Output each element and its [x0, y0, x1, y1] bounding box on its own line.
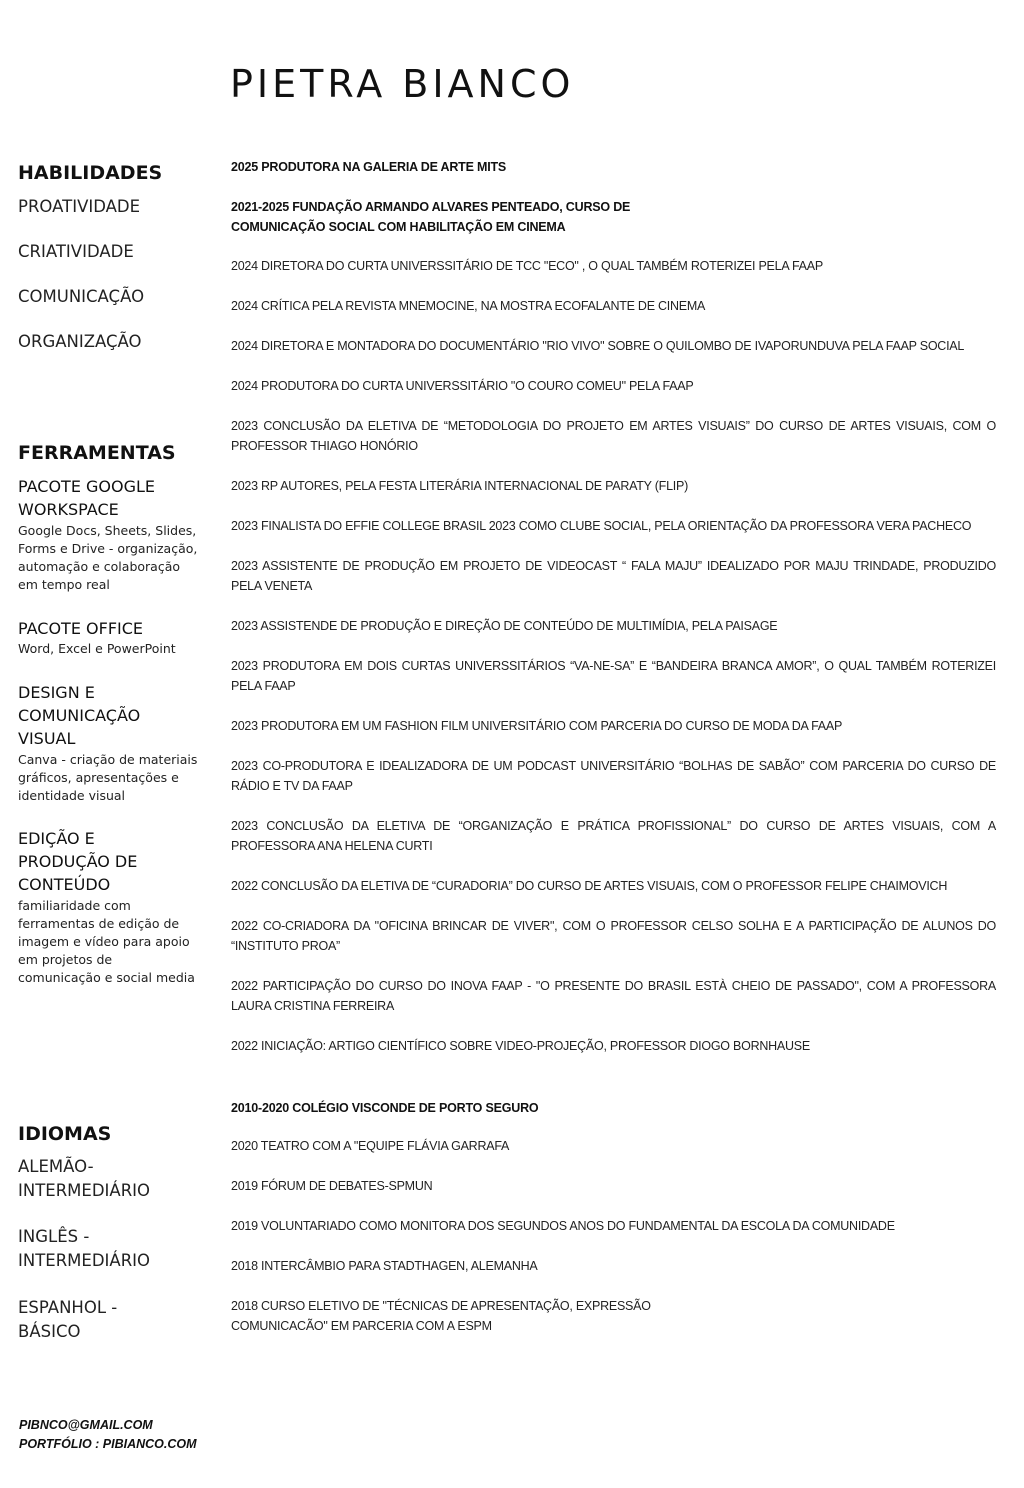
experience-item: 2023 CO-PRODUTORA E IDEALIZADORA DE UM PODCAST UNIVERSITÁRIO “BOLHAS DE SABÃO” COM PARCERIA DO CURSO DE RÁDIO E TV DA FAAP	[231, 759, 996, 793]
tool-description: Google Docs, Sheets, Slides, Forms e Drive - organização, automação e colaboração em tempo real	[18, 523, 198, 592]
languages-heading: IDIOMAS	[18, 1123, 112, 1145]
experience-heading: 2025 PRODUTORA NA GALERIA DE ARTE MITS	[231, 160, 507, 174]
tool-name: PACOTE GOOGLE WORKSPACE	[18, 477, 156, 519]
skills-heading: HABILIDADES	[18, 162, 163, 184]
experience-item: 2023 RP AUTORES, PELA FESTA LITERÁRIA INTERNACIONAL DE PARATY (FLIP)	[231, 479, 688, 493]
experience-item: 2022 INICIAÇÃO: ARTIGO CIENTÍFICO SOBRE VIDEO-PROJEÇÃO, PROFESSOR DIOGO BORNHAUSE	[231, 1039, 810, 1053]
experience-item: 2022 PARTICIPAÇÃO DO CURSO DO INOVA FAAP - "O PRESENTE DO BRASIL ESTÀ CHEIO DE PASSADO", COM A PROFESSORA LAURA CRISTINA FERREIRA	[231, 979, 996, 1013]
education-heading: 2010-2020 COLÉGIO VISCONDE DE PORTO SEGURO	[231, 1101, 539, 1115]
experience-item: 2023 CONCLUSÃO DA ELETIVA DE “METODOLOGIA DO PROJETO EM ARTES VISUAIS” DO CURSO DE ARTES VISUAIS, COM O PROFESSOR THIAGO HONÓRIO	[231, 419, 996, 453]
experience-item: 2023 CONCLUSÃO DA ELETIVA DE “ORGANIZAÇÃO E PRÁTICA PROFISSIONAL” DO CURSO DE ARTES VISUAIS, COM A PROFESSORA ANA HELENA CURTI	[231, 819, 996, 853]
experience-item: 2019 VOLUNTARIADO COMO MONITORA DOS SEGUNDOS ANOS DO FUNDAMENTAL DA ESCOLA DA COMUNIDADE	[231, 1219, 895, 1233]
experience-item: 2022 CO-CRIADORA DA "OFICINA BRINCAR DE VIVER", COM O PROFESSOR CELSO SOLHA E A PARTICIPAÇÃO DE ALUNOS DO “INSTITUTO PROA”	[231, 919, 996, 953]
contact-email: PIBNCO@GMAIL.COM	[19, 1418, 153, 1432]
skill-item: ORGANIZAÇÃO	[18, 332, 142, 351]
experience-item: 2020 TEATRO COM A "EQUIPE FLÁVIA GARRAFA	[231, 1139, 510, 1153]
experience-item: 2023 PRODUTORA EM UM FASHION FILM UNIVERSITÁRIO COM PARCERIA DO CURSO DE MODA DA FAAP	[231, 719, 843, 733]
skill-item: COMUNICAÇÃO	[18, 287, 145, 306]
tool-description: Word, Excel e PowerPoint	[18, 641, 176, 656]
experience-item: 2023 ASSISTENDE DE PRODUÇÃO E DIREÇÃO DE CONTEÚDO DE MULTIMÍDIA, PELA PAISAGE	[231, 619, 778, 633]
page-title: PIETRA BIANCO	[230, 62, 575, 106]
skill-item: PROATIVIDADE	[18, 197, 141, 216]
experience-item: 2023 FINALISTA DO EFFIE COLLEGE BRASIL 2023 COMO CLUBE SOCIAL, PELA ORIENTAÇÃO DA PROFESSORA VERA PACHECO	[231, 519, 972, 533]
tool-name: DESIGN E COMUNICAÇÃO VISUAL	[18, 683, 141, 748]
experience-item: 2023 ASSISTENTE DE PRODUÇÃO EM PROJETO DE VIDEOCAST “ FALA MAJU” IDEALIZADO POR MAJU TRINDADE, PRODUZIDO PELA VENETA	[231, 559, 996, 593]
experience-item: 2022 CONCLUSÃO DA ELETIVA DE “CURADORIA” DO CURSO DE ARTES VISUAIS, COM O PROFESSOR FELIPE CHAIMOVICH	[231, 879, 948, 893]
experience-item: 2024 DIRETORA E MONTADORA DO DOCUMENTÁRIO "RIO VIVO" SOBRE O QUILOMBO DE IVAPORUNDUVA PELA FAAP SOCIAL	[231, 339, 965, 353]
language-item: INGLÊS - INTERMEDIÁRIO	[18, 1227, 151, 1270]
tool-description: familiaridade com ferramentas de edição de imagem e vídeo para apoio em projetos de comunicação e social media	[18, 898, 195, 985]
experience-item: 2024 DIRETORA DO CURTA UNIVERSSITÁRIO DE TCC "ECO" , O QUAL TAMBÉM ROTERIZEI PELA FAAP	[231, 259, 823, 273]
experience-item: 2018 CURSO ELETIVO DE "TÉCNICAS DE APRESENTAÇÃO, EXPRESSÃO COMUNICACÃO" EM PARCERIA COM A ESPM	[231, 1299, 651, 1333]
contact-portfolio: PORTFÓLIO : PIBIANCO.COM	[19, 1437, 197, 1451]
experience-item: 2019 FÓRUM DE DEBATES-SPMUN	[231, 1179, 433, 1193]
tool-name: PACOTE OFFICE	[18, 619, 144, 638]
tool-name: EDIÇÃO E PRODUÇÃO DE CONTEÚDO	[18, 829, 138, 894]
language-item: ESPANHOL - BÁSICO	[18, 1298, 118, 1341]
experience-heading: 2021-2025 FUNDAÇÃO ARMANDO ALVARES PENTEADO, CURSO DE COMUNICAÇÃO SOCIAL COM HABILITAÇÃO EM CINEMA	[231, 200, 631, 234]
tools-heading: FERRAMENTAS	[18, 442, 176, 464]
experience-item: 2024 CRÍTICA PELA REVISTA MNEMOCINE, NA MOSTRA ECOFALANTE DE CINEMA	[231, 299, 706, 313]
experience-item: 2024 PRODUTORA DO CURTA UNIVERSSITÁRIO "O COURO COMEU" PELA FAAP	[231, 379, 694, 393]
experience-item: 2023 PRODUTORA EM DOIS CURTAS UNIVERSSITÁRIOS “VA-NE-SA” E “BANDEIRA BRANCA AMOR”, O QUAL TAMBÉM ROTERIZEI PELA FAAP	[231, 659, 996, 693]
skill-item: CRIATIVIDADE	[18, 242, 134, 261]
experience-item: 2018 INTERCÂMBIO PARA STADTHAGEN, ALEMANHA	[231, 1259, 538, 1273]
language-item: ALEMÃO- INTERMEDIÁRIO	[18, 1157, 151, 1200]
tool-description: Canva - criação de materiais gráficos, apresentações e identidade visual	[18, 752, 198, 803]
